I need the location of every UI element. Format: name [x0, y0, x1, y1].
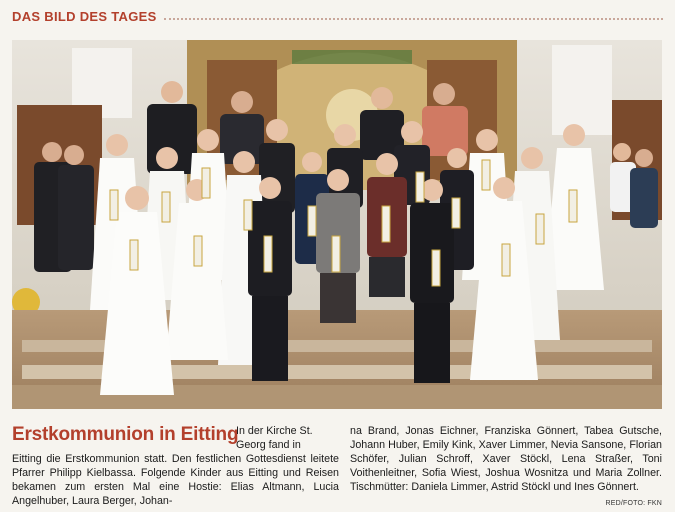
news-photo [12, 40, 662, 409]
article-body-column-2: na Brand, Jonas Eichner, Franziska Gönnert, Tabea Gutsche, Johann Huber, Emily Kink, Xaver Limmer, Nevia Sansone, Florian Schöfer, Julian Schroff, Xaver Stöckl, Lena Straßer, Toni Voithenleitner, Sofia Wiest, Joshua Wosnitza und Maria Zollner. Tischmütter: Daniela Limmer, Astrid Stöckl und Ines Gönnert. [350, 425, 662, 493]
section-label: DAS BILD DES TAGES [12, 9, 157, 24]
article-body-column-1: Eitting die Erstkommunion statt. Den festlichen Gottesdienst leitete Pfarrer Philipp Kielbassa. Folgende Kinder aus Eitting und Reisen bekamen zum ersten Mal eine Hostie: Elias Altmann, Lucia Angelhuber, Laura Berger, Johan- [12, 453, 339, 507]
article-body-intro: In der Kirche St. Georg fand in [236, 425, 313, 451]
section-header [12, 9, 663, 27]
article-headline: Erstkommunion in Eitting [12, 424, 239, 445]
photo-credit: RED/FOTO: FKN [605, 500, 662, 507]
header-dotted-rule [164, 18, 663, 20]
article [12, 421, 662, 507]
